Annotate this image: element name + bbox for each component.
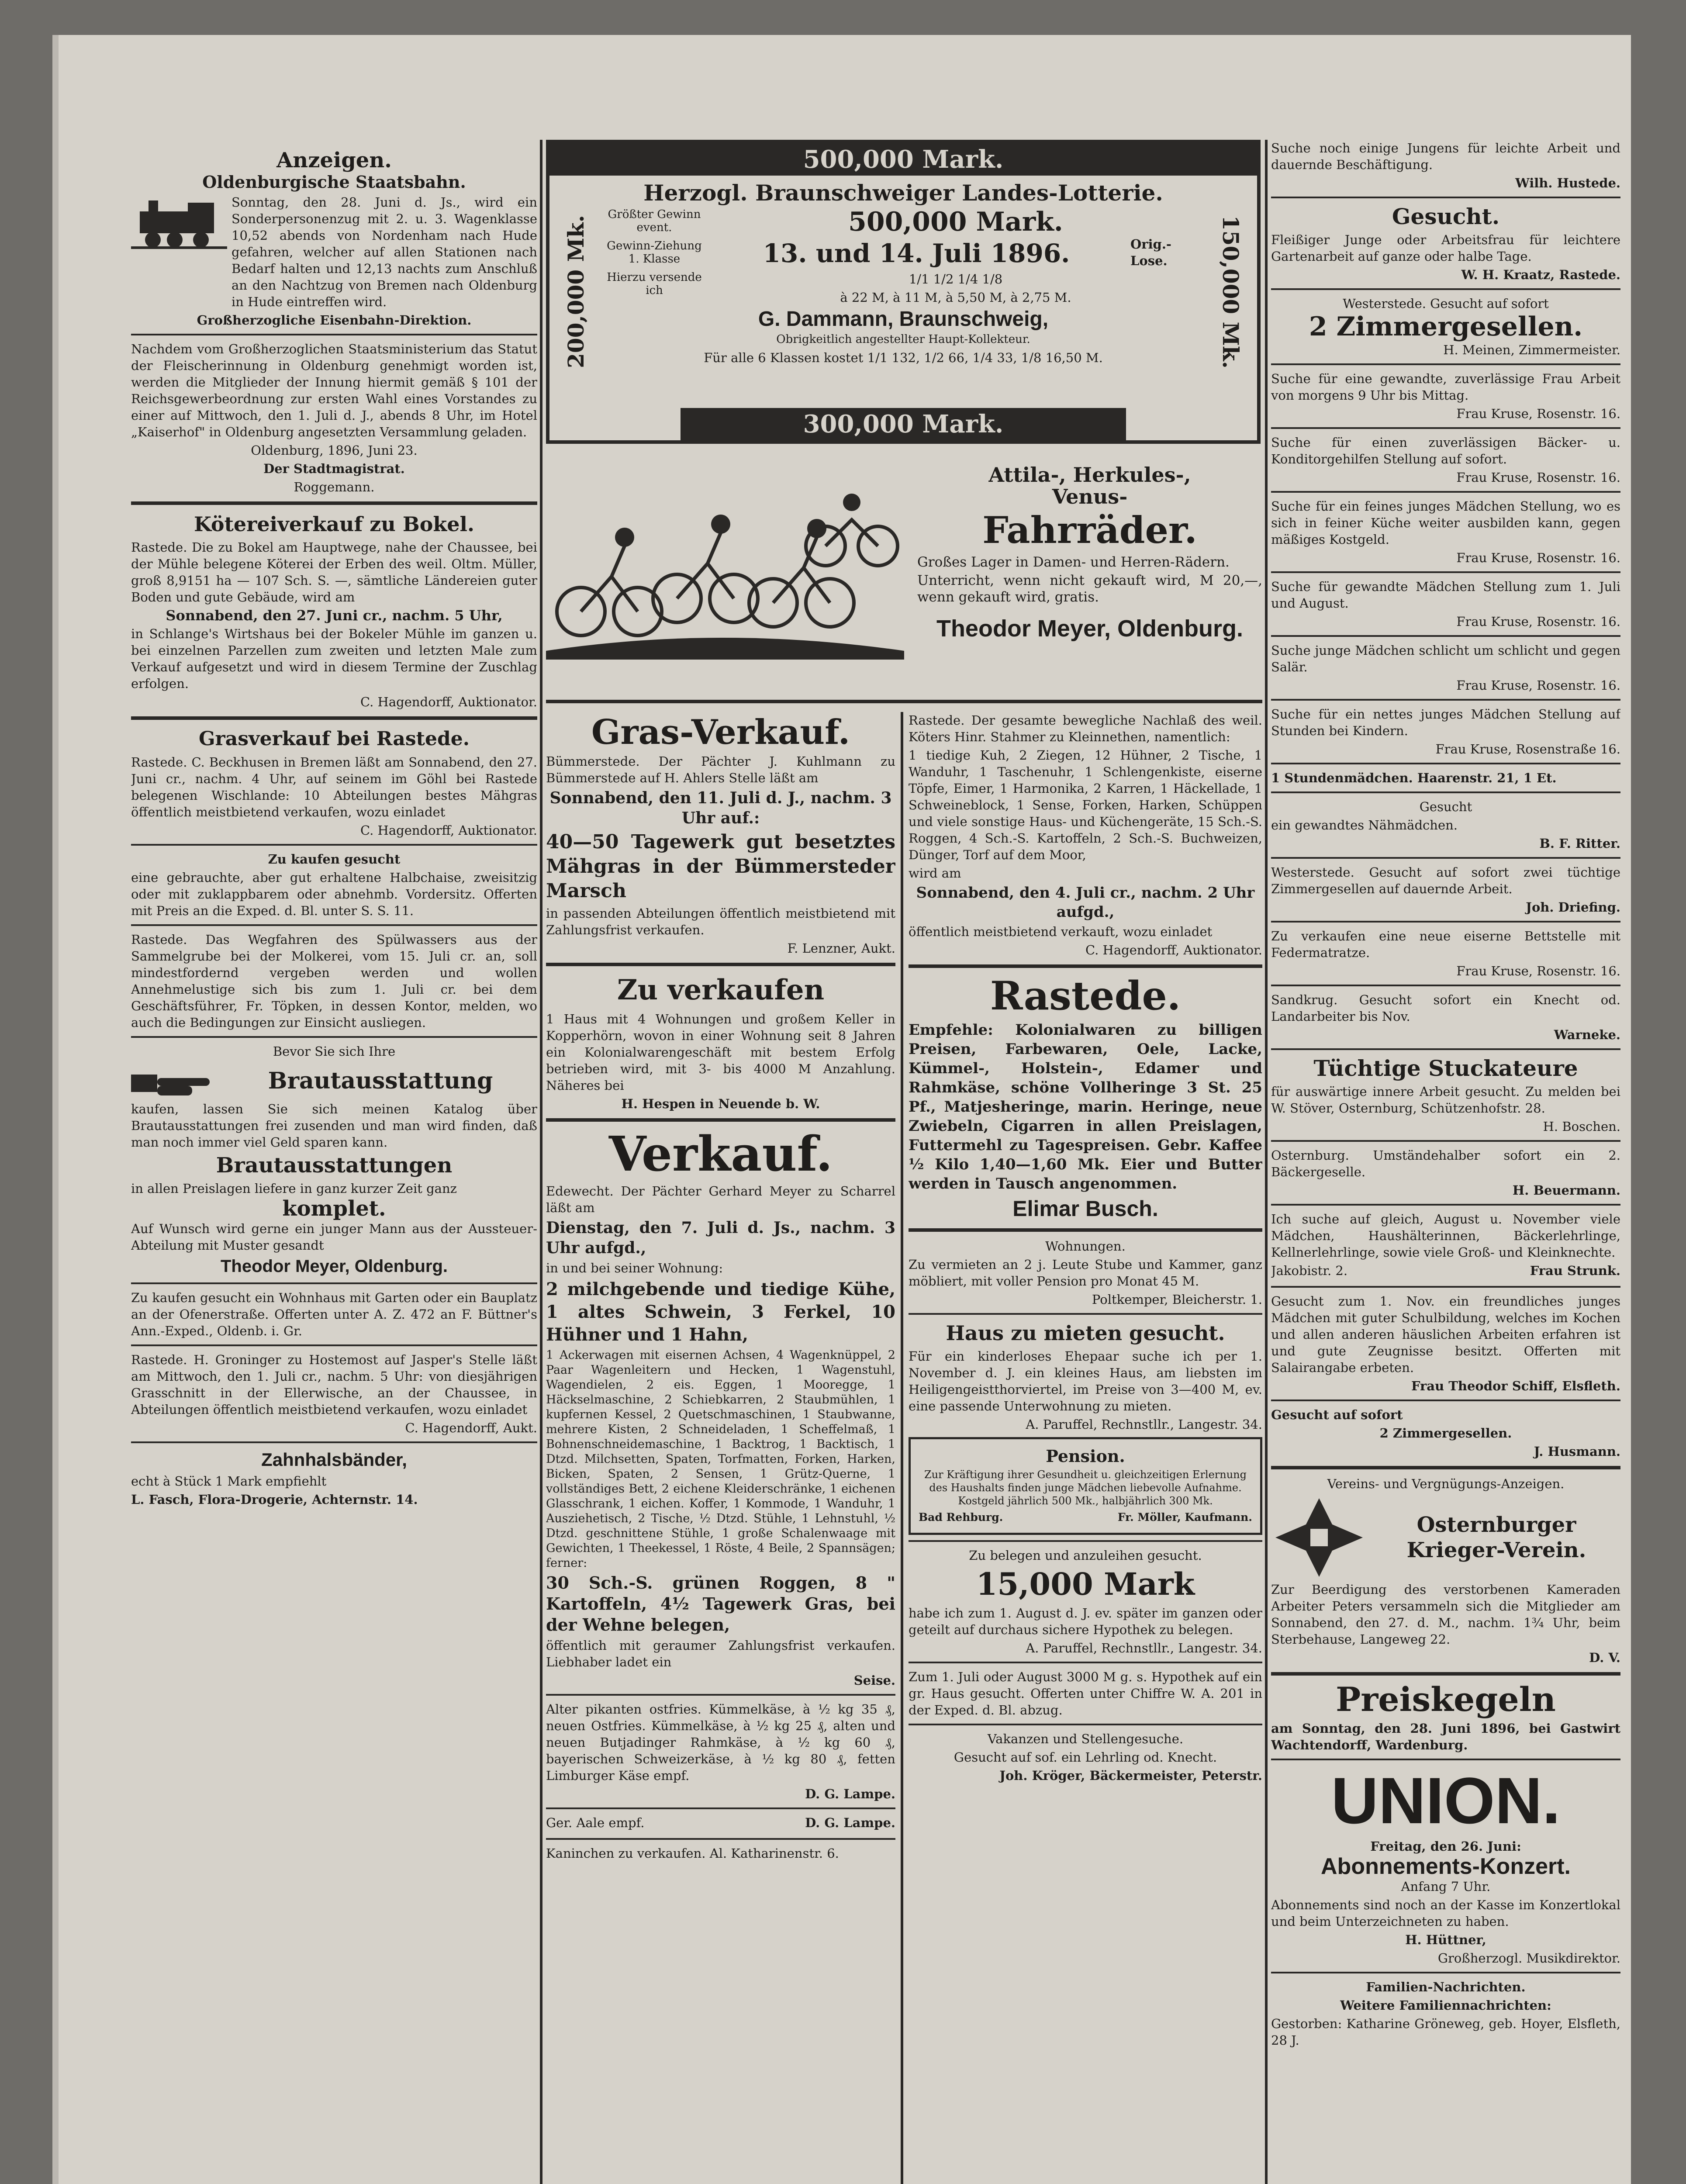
haus-sign: A. Paruffel, Rechnstllr., Langestr. 34. — [1026, 1417, 1262, 1432]
lottery-gewinn-label: Größter Gewinn event. — [608, 208, 701, 234]
divider — [1271, 985, 1620, 986]
lottery-orig-lose: Orig.-Lose. — [1130, 237, 1171, 268]
lottery-gewinn-row — [606, 208, 1200, 236]
verkauf-items: 2 milchgebende und tiedige Kühe, 1 altes Schwein, 3 Ferkel, 10 Hühner und 1 Hahn, — [546, 1279, 895, 1345]
lottery-top-band: 500,000 Mark. — [549, 143, 1257, 176]
kaufen-text: eine gebrauchte, aber gut erhaltene Halbchaise, zweisitzig oder mit zuklappbarem oder abnehmb. Vordersitz. Offerten mit Preis an die Exped. d. Bl. unter S. S. 11. — [131, 870, 537, 918]
divider — [1271, 427, 1620, 429]
rastede-text: Empfehle: Kolonialwaren zu billigen Preisen, Farbewaren, Oele, Lacke, Kümmel-, Holstein-, Edamer und Rahmkäse, schöne Vollheringe 3 St. 25 Pf., Matjesheringe, marin. Heringe, neue Zwiebeln, Cigarren in allen Preislagen, Futtermehl zu Tagespreisen. Gebr. Kaffee ½ Kilo 1,40—1,60 Mk. Eier und Butter werden in Tausch angenommen. — [909, 1021, 1262, 1192]
divider — [1271, 857, 1620, 859]
divider — [1271, 1972, 1620, 1973]
zuv-title: Zu verkaufen — [617, 974, 825, 1006]
bahn-title: Oldenburgische Staatsbahn. — [202, 172, 466, 192]
sand-sign: Warneke. — [1554, 1027, 1620, 1042]
lottery-fractions: 1/1 1/2 1/4 1/8 — [909, 272, 1003, 287]
ost-sign: H. Beuermann. — [1512, 1183, 1620, 1198]
verkauf-list: 1 Ackerwagen mit eisernen Achsen, 4 Wagenknüppel, 2 Paar Wagenleitern und Hecken, 1 Wagenstuhl, Wagendielen, 2 eis. Eggen, 1 Mooregge, 1 Häckselmaschine, 2 Schiebkarren, 2 Staubmühlen, 1 kupfernen Kessel, 2 Quetschmaschinen, 1 Staubwanne, mehrere Kisten, 2 Schneideladen, 1 Scheffelmaß, 1 Bohnenschneidemaschine, 1 Backtrog, 1 Backtisch, 1 Dtzd. Milchsetten, Spaten, Torfmatten, Forken, Harken, Bicken, Spaten, 2 Sensen, 1 Grütz-Querne, 1 vollständiges Bett, 2 eichene Kleiderschränke, 1 eichenen Glasschrank, 1 eichen. Koffer, 1 Kommode, 1 Wanduhr, 1 Ausziehetisch, 2 Tische, ½ Dtzd. Stühle, 1 Lehnstuhl, ½ Dtzd. geschnittene Stühle, 1 große Schalenwaage mit Gewichten, 1 Theekessel, 1 Röste, 4 Beile, 2 Spannsägen; ferner: — [546, 1348, 895, 1570]
zuv-text: 1 Haus mit 4 Wohnungen und großem Keller in Kopperhörn, wovon in einer Wohnung seit 8 Jahren ein Kolonialwarengeschäft mit bestem Erfolg betrieben wird, mit 3- bis 4000 M Anzahlung. Näheres bei — [546, 1012, 895, 1093]
sand-text: Sandkrug. Gesucht sofort ein Knecht od. Landarbeiter bis Nov. — [1271, 992, 1620, 1024]
divider — [1271, 288, 1620, 290]
divider — [1271, 1400, 1620, 1401]
bett-sign: Frau Kruse, Rosenstr. 16. — [1456, 964, 1620, 978]
braut2-sign: Theodor Meyer, Oldenburg. — [220, 1257, 448, 1276]
divider — [131, 501, 537, 505]
frau5-sign: Frau Kruse, Rosenstr. 16. — [1456, 678, 1620, 693]
gesucht-title: Gesucht. — [1392, 204, 1500, 229]
lottery-body — [606, 178, 1200, 368]
zimmer-pre: Westerstede. Gesucht auf sofort — [1343, 296, 1549, 311]
braut-title: Brautausstattung — [268, 1068, 493, 1094]
gesucht-text: Fleißiger Junge oder Arbeitsfrau für leichtere Gartenarbeit auf ganze oder halbe Tage. — [1271, 232, 1620, 264]
divider — [131, 1282, 537, 1284]
rastede-sign: Elimar Busch. — [1012, 1196, 1158, 1221]
lottery-title: Herzogl. Braunschweiger Landes-Lotterie. — [643, 180, 1163, 206]
column-3 — [1271, 140, 1620, 2050]
gras2-text: Bümmerstede. Der Pächter J. Kuhlmann zu Bümmerstede auf H. Ahlers Stelle läßt am — [546, 754, 895, 785]
nachl-text: Rastede. Der gesamte bewegliche Nachlaß des weil. Köters Hinr. Stahmer zu Kleinnethen, namentlich: — [909, 713, 1262, 744]
divider — [131, 716, 537, 720]
bahn-sign: Großherzogliche Eisenbahn-Direktion. — [197, 313, 472, 328]
krieger-sign: D. V. — [1589, 1650, 1620, 1665]
kegeln-text: am Sonntag, den 28. Juni 1896, bei Gastwirt Wachtendorff, Wardenburg. — [1271, 1721, 1620, 1752]
fleischer-text: Nachdem vom Großherzoglichen Staatsministerium das Statut der Fleischerinnung in Oldenburg genehmigt worden ist, werden die Mitglieder der Innung hiermit gemäß § 101 der Reichsgewerbeordnung zur ersten Wahl eines Vorstandes zu einer auf Mittwoch, den 1. Juli d. J., abends 8 Uhr, im Hotel „Kaiserhof" in Oldenburg angesetzten Versammlung geladen. — [131, 342, 537, 439]
frau6-text: Suche für ein nettes junges Mädchen Stellung auf Stunden bei Kindern. — [1271, 707, 1620, 738]
hyp-text: Zum 1. Juli oder August 3000 M g. s. Hypothek auf ein gr. Haus gesucht. Offerten unter Chiffre W. A. 201 in der Exped. d. Bl. abzug. — [909, 1669, 1262, 1717]
nachl-sign: C. Hagendorff, Auktionator. — [1085, 943, 1262, 957]
lottery-ad — [546, 140, 1261, 444]
stuck-sign: H. Boschen. — [1543, 1119, 1620, 1134]
braut2-big: komplet. — [282, 1196, 386, 1221]
verkauf-sign: Seise. — [853, 1673, 895, 1688]
strunk-text: Ich suche auf gleich, August u. November viele Mädchen, Haushälterinnen, Bäckerlehrlinge, Kellnerlehrlinge, sowie viele Groß- und Kleinknechte. — [1271, 1212, 1620, 1260]
divider — [1271, 1759, 1620, 1760]
gesucht-sign: W. H. Kraatz, Rastede. — [1461, 267, 1620, 282]
bike-text: Großes Lager in Damen- und Herren-Rädern. — [917, 554, 1230, 570]
column-rule-1 — [540, 140, 542, 2184]
lottery-ziehung-label: Gewinn-Ziehung 1. Klasse — [607, 239, 702, 266]
krieger-header — [1271, 1494, 1620, 1581]
krieger-title: Osternburger Krieger-Verein. — [1406, 1513, 1586, 1562]
zuv-sign: H. Hespen in Neuende b. W. — [621, 1096, 820, 1111]
union-title: UNION. — [1331, 1764, 1561, 1837]
column-2b — [909, 712, 1262, 1786]
divider — [909, 1724, 1262, 1725]
wohn2-title: Wohnungen. — [1045, 1239, 1126, 1254]
lottery-gewinn-amount: 500,000 Mark. — [848, 207, 1063, 237]
koeterei-sign: C. Hagendorff, Auktionator. — [360, 695, 537, 709]
zahn-title: Zahnhalsbänder, — [261, 1449, 407, 1470]
divider — [546, 1807, 895, 1809]
iron-cross-icon — [1271, 1494, 1367, 1581]
wohn-text: Zu kaufen gesucht ein Wohnhaus mit Garten oder ein Bauplatz an der Ofenerstraße. Offerten unter A. Z. 472 an F. Büttner's Ann.-Exped., Oldenb. i. Gr. — [131, 1290, 537, 1338]
mark-text: habe ich zum 1. August d. J. ev. später im ganzen oder geteilt auf durchaus sichere Hypothek zu belegen. — [909, 1606, 1262, 1637]
bike-title-2: Venus- — [1052, 485, 1128, 508]
lottery-versende: Hierzu versende ich — [607, 271, 702, 297]
divider — [909, 1228, 1262, 1232]
frau2-sign: Frau Kruse, Rosenstr. 16. — [1456, 470, 1620, 485]
schiff-sign: Frau Theodor Schiff, Elsfleth. — [1411, 1379, 1620, 1393]
verkauf-title: Verkauf. — [608, 1126, 833, 1182]
lottery-ziehung-date: 13. und 14. Juli 1896. — [763, 238, 1070, 268]
divider — [1271, 921, 1620, 923]
bahn-text: Sonntag, den 28. Juni d. Js., wird ein Sonderpersonenzug mit 2. u. 3. Wagenklasse 10,52 abends von Nordenham nach Hude gefahren, welcher auf allen Stationen nach Bedarf halten und 12,13 nachts zum Anschluß an den Nachtzug von Bremen nach Oldenburg in Hude eintreffen wird. — [231, 195, 537, 309]
divider — [131, 924, 537, 926]
west-text: Westerstede. Gesucht auf sofort zwei tüchtige Zimmergesellen auf dauernde Arbeit. — [1271, 865, 1620, 896]
naeh-sign: B. F. Ritter. — [1539, 836, 1620, 851]
divider — [1271, 1140, 1620, 1142]
frau4-sign: Frau Kruse, Rosenstr. 16. — [1456, 614, 1620, 629]
frau3-sign: Frau Kruse, Rosenstr. 16. — [1456, 550, 1620, 565]
zahn-text: echt à Stück 1 Mark empfiehlt — [131, 1474, 327, 1489]
braut2-text2: Auf Wunsch wird gerne ein junger Mann aus der Aussteuer-Abteilung mit Muster gesandt — [131, 1221, 537, 1253]
divider — [131, 844, 537, 846]
lottery-left-side: 200,000 Mk. — [563, 215, 589, 369]
union-text: Abonnements sind noch an der Kasse im Konzertlokal und beim Unterzeichneten zu haben. — [1271, 1897, 1620, 1929]
west-sign: Joh. Driefing. — [1526, 900, 1620, 915]
mark-sign: A. Paruffel, Rechnstllr., Langestr. 34. — [1026, 1641, 1262, 1655]
divider — [1271, 491, 1620, 493]
frau4-text: Suche für gewandte Mädchen Stellung zum 1. Juli und August. — [1271, 579, 1620, 611]
koeterei-title: Kötereiverkauf zu Bokel. — [193, 512, 475, 536]
lottery-prices: à 22 M, à 11 M, à 5,50 M, à 2,75 M. — [840, 290, 1071, 305]
wohn2-sign: Poltkemper, Bleicherstr. 1. — [1092, 1292, 1262, 1307]
aale-sign: D. G. Lampe. — [805, 1815, 895, 1830]
section-heading: Anzeigen. — [276, 149, 392, 173]
gras-sign: C. Hagendorff, Auktionator. — [360, 823, 537, 838]
divider — [546, 1694, 895, 1696]
union-sign2: Großherzogl. Musikdirektor. — [1437, 1951, 1620, 1966]
vak-title: Vakanzen und Stellengesuche. — [987, 1731, 1184, 1746]
spaet-text: Rastede. Das Wegfahren des Spülwassers aus der Sammelgrube bei der Molkerei, vom 15. Juli cr. an, soll mindestfordernd vergeben werden und wollen Annehmelustige sich bis zum 1. Juli cr. bei dem Geschäftsführer, Fr. Töpken, in dessen Kontor, melden, wo auch die Bedingungen zur Einsicht ausliegen. — [131, 932, 537, 1030]
fleischer-sign: Der Stadtmagistrat. — [263, 461, 405, 476]
gras-text: Rastede. C. Beckhusen in Bremen läßt am Sonnabend, den 27. Juni cr., nachm. 4 Uhr, auf seinem im Göhl bei Rastede belegenen Wischlande: 10 Abteilungen bestes Mähgras öffentlich meistbietend verkaufen, wozu einladet — [131, 755, 537, 819]
column-rule-3 — [901, 712, 903, 2184]
groen-text: Rastede. H. Groninger zu Hostemost auf Jasper's Stelle läßt am Mittwoch, den 1. Juli cr., nachm. 5 Uhr: von diesjährigen Grasschnitt in der Ellerwische, an der Chaussee, in Abteilungen öffentlich meistbietend verkaufen, wozu einladet — [131, 1352, 537, 1417]
ost-text: Osternburg. Umständehalber sofort ein 2. Bäckergeselle. — [1271, 1148, 1620, 1179]
lottery-ziehung-row — [606, 236, 1200, 271]
column-1 — [131, 149, 537, 1510]
divider — [546, 963, 895, 966]
verkauf-big2: 30 Sch.-S. grünen Roggen, 8 " Kartoffeln, 4½ Tagewerk Gras, bei der Wehne belegen, — [546, 1573, 895, 1635]
divider — [1271, 1048, 1620, 1050]
divider — [131, 1441, 537, 1443]
union-time: Anfang 7 Uhr. — [1401, 1879, 1491, 1894]
verein-head: Vereins- und Vergnügungs-Anzeigen. — [1327, 1476, 1565, 1491]
haus-text: Für ein kinderloses Ehepaar suche ich per 1. November d. J. ein kleines Haus, am liebsten im Heiligengeistthorviertel, im Preise von 3—400 M, ev. eine passende Unterwohnung zu mieten. — [909, 1349, 1262, 1413]
frau3-text: Suche für ein feines junges Mädchen Stellung, wo es sich in feiner Küche weiter ausbilden kann, gegen mäßiges Kostgeld. — [1271, 499, 1620, 547]
lottery-bottom-band: 300,000 Mark. — [681, 408, 1126, 440]
divider — [1271, 363, 1620, 365]
locomotive-icon — [131, 194, 227, 251]
schiff-text: Gesucht zum 1. Nov. ein freundliches junges Mädchen mit guter Schulbildung, welches im Kochen und allen anderen häuslichen Arbeiten erfahren ist und gute Zeugnisse besitzt. Offerten mit Salairangabe erbeten. — [1271, 1294, 1620, 1375]
gras2-date: Sonnabend, den 11. Juli d. J., nachm. 3 Uhr auf.: — [549, 789, 892, 827]
bike-sign: Theodor Meyer, Oldenburg. — [936, 615, 1244, 642]
nachl-list: 1 tiedige Kuh, 2 Ziegen, 12 Hühner, 2 Tische, 1 Wanduhr, 1 Taschenuhr, 1 Schlengenkiste, eiserne Töpfe, Eimer, 1 Harmonika, 2 Karren, 1 Häckellade, 1 Schweineblock, 1 Sense, Forken, Harken, Schüppen und viele sonstige Haus- und Küchengeräte, 15 Sch.-S. Roggen, 4 Sch.-S. Kartoffeln, 2 Sch.-S. Buchweizen, Dünger, Torf auf dem Moor, — [909, 748, 1262, 862]
koeterei-date: Sonnabend, den 27. Juni cr., nachm. 5 Uhr, — [166, 607, 503, 624]
verkauf-text: Edewecht. Der Pächter Gerhard Meyer zu Scharrel läßt am — [546, 1184, 895, 1215]
gras-title: Grasverkauf bei Rastede. — [198, 728, 470, 750]
stunden-text: 1 Stundenmädchen. Haarenstr. 21, 1 Et. — [1271, 771, 1557, 785]
divider — [1271, 571, 1620, 573]
krieger-text: Zur Beerdigung des verstorbenen Kameraden Arbeiter Peters versammeln sich die Mitglieder am Sonnabend, den 27. d. M., nachm. 1¾ Uhr, beim Sterbehause, Langeweg 22. — [1271, 1582, 1620, 1647]
c3-a1-sign: Wilh. Hustede. — [1515, 176, 1620, 190]
divider — [1271, 1204, 1620, 1206]
lottery-price-row — [606, 271, 1200, 308]
naeh-text: ein gewandtes Nähmädchen. — [1271, 818, 1458, 833]
kaninchen-text: Kaninchen zu verkaufen. Al. Katharinenstr. 6. — [546, 1846, 839, 1861]
lottery-right-side: 150,000 Mk. — [1218, 215, 1244, 369]
kegeln-title: Preiskegeln — [1336, 1680, 1556, 1719]
gras2-big: 40—50 Tagewerk gut besetztes Mähgras in der Bümmersteder Marsch — [546, 831, 895, 902]
braut2-title: Brautausstattungen — [216, 1153, 453, 1178]
fam-sub: Weitere Familiennachrichten: — [1340, 1998, 1551, 2013]
frau5-text: Suche junge Mädchen schlicht um schlicht und gegen Salär. — [1271, 643, 1620, 674]
zimmer-title: 2 Zimmergesellen. — [1309, 311, 1583, 342]
divider — [131, 1344, 537, 1346]
divider — [1271, 791, 1620, 793]
lottery-price-block — [711, 271, 1200, 308]
union-date: Freitag, den 26. Juni: — [1370, 1839, 1521, 1854]
frau6-sign: Frau Kruse, Rosenstraße 16. — [1435, 742, 1620, 757]
pointing-hand-icon — [131, 1061, 218, 1101]
fam-head: Familien-Nachrichten. — [1366, 1980, 1526, 1994]
divider — [1271, 699, 1620, 701]
divider — [1271, 1286, 1620, 1288]
naeh-pre: Gesucht — [1419, 799, 1472, 814]
pension-place: Bad Rehburg. — [919, 1511, 1003, 1524]
divider — [131, 334, 537, 335]
divider — [909, 1313, 1262, 1315]
strunk-addr: Jakobistr. 2. — [1271, 1263, 1348, 1278]
frau1-text: Suche für eine gewandte, zuverlässige Frau Arbeit von morgens 9 Uhr bis Mittag. — [1271, 371, 1620, 403]
kaufen-title: Zu kaufen gesucht — [268, 852, 401, 867]
union-sign: H. Hüttner, — [1405, 1932, 1486, 1947]
zimmer-sign: H. Meinen, Zimmermeister. — [1443, 342, 1620, 357]
gras2-sign: F. Lenzner, Aukt. — [787, 941, 895, 956]
strunk-row — [1271, 1262, 1620, 1281]
divider — [1271, 197, 1620, 198]
mark-pre: Zu belegen und anzuleihen gesucht. — [969, 1548, 1202, 1563]
nachl-text3: öffentlich meistbietend verkauft, wozu einladet — [909, 924, 1213, 939]
pension-title: Pension. — [1046, 1446, 1125, 1466]
vak-sign: Joh. Kröger, Bäckermeister, Peterstr. — [999, 1768, 1262, 1783]
lottery-dealer: G. Dammann, Braunschweig, — [758, 308, 1049, 331]
kaese-sign: D. G. Lampe. — [805, 1787, 895, 1801]
fam-text: Gestorben: Katharine Gröneweg, geb. Hoyer, Elsfleth, 28 J. — [1271, 2016, 1620, 2048]
bicycle-ad — [546, 450, 1262, 695]
cyclists-illustration — [546, 467, 904, 660]
haus-title: Haus zu mieten gesucht. — [946, 1321, 1225, 1345]
frau2-text: Suche für einen zuverlässigen Bäcker- u. Konditorgehilfen Stellung auf sofort. — [1271, 435, 1620, 467]
wohn2-text: Zu vermieten an 2 j. Leute Stube und Kammer, ganz möbliert, mit voller Pension pro Monat 45 M. — [909, 1257, 1262, 1289]
bike-text2: Unterricht, wenn nicht gekauft wird, M 20,—, wenn gekauft wird, gratis. — [917, 573, 1262, 605]
gras2-title: Gras-Verkauf. — [591, 712, 850, 752]
divider — [909, 964, 1262, 968]
hus-pre: Gesucht auf sofort — [1271, 1407, 1403, 1422]
pension-text: Zur Kräftigung ihrer Gesundheit u. gleichzeitigen Erlernung des Haushalts finden junge Mädchen liebevolle Aufnahme. Kostgeld jährlich 500 Mk., halbjährlich 300 Mk. — [924, 1469, 1247, 1507]
column-2a — [546, 712, 895, 1863]
divider — [1271, 1466, 1620, 1469]
braut-header — [131, 1061, 537, 1101]
lottery-dealer-sub: Obrigkeitlich angestellter Haupt-Kollekteur. — [776, 333, 1030, 346]
divider — [131, 1036, 537, 1038]
lottery-all-classes: Für alle 6 Klassen kostet 1/1 132, 1/2 66, 1/4 33, 1/8 16,50 M. — [704, 350, 1103, 365]
divider — [1271, 763, 1620, 764]
bicycle-text — [917, 463, 1262, 646]
pension-sign-row — [919, 1509, 1252, 1527]
aale-row — [546, 1814, 895, 1833]
hus-text: 2 Zimmergesellen. — [1379, 1426, 1512, 1441]
braut-pre: Bevor Sie sich Ihre — [273, 1044, 396, 1059]
bett-text: Zu verkaufen eine neue eiserne Bettstelle mit Federmatratze. — [1271, 929, 1620, 960]
verkauf-text3: öffentlich mit geraumer Zahlungsfrist verkaufen. Liebhaber ladet ein — [546, 1638, 895, 1669]
divider — [1271, 635, 1620, 637]
divider — [546, 700, 1262, 703]
divider — [546, 1118, 895, 1122]
braut2-text: in allen Preislagen liefere in ganz kurzer Zeit ganz — [131, 1181, 457, 1196]
vak-text: Gesucht auf sof. ein Lehrling od. Knecht. — [954, 1750, 1217, 1765]
stuck-title: Tüchtige Stuckateure — [1313, 1055, 1578, 1081]
verkauf-date: Dienstag, den 7. Juli d. Js., nachm. 3 Uhr aufgd., — [546, 1219, 895, 1257]
frau1-sign: Frau Kruse, Rosenstr. 16. — [1456, 406, 1620, 421]
column-rule-2 — [1265, 140, 1268, 2184]
bike-title-3: Fahrräder. — [982, 508, 1197, 552]
stuck-text: für auswärtige innere Arbeit gesucht. Zu melden bei W. Stöver, Osternburg, Schützenhofstr. 28. — [1271, 1084, 1620, 1116]
koeterei-text2: in Schlange's Wirtshaus bei der Bokeler Mühle im ganzen u. bei einzelnen Parzellen zum zweiten und letzten Male zum Verkauf aufgesetzt und wird in diesem Termine der Zuschlag erfolgen. — [131, 626, 537, 691]
hus-sign: J. Husmann. — [1534, 1444, 1620, 1459]
fleischer-date: Oldenburg, 1896, Juni 23. — [251, 443, 418, 458]
fleischer-name: Roggemann. — [294, 480, 375, 494]
divider — [1271, 1672, 1620, 1676]
divider — [546, 1838, 895, 1840]
nachl-date: Sonnabend, den 4. Juli cr., nachm. 2 Uhr aufgd., — [916, 884, 1255, 921]
braut-text: kaufen, lassen Sie sich meinen Katalog über Brautausstattungen frei zusenden und man wird finden, daß man noch immer viel Geld sparen kann. — [131, 1102, 537, 1150]
verkauf-text2: in und bei seiner Wohnung: — [546, 1261, 723, 1275]
union-big: Abonnements-Konzert. — [1321, 1854, 1571, 1879]
divider — [909, 1540, 1262, 1542]
bike-title-1: Attila-, Herkules-, — [988, 463, 1191, 487]
gras2-text2: in passenden Abteilungen öffentlich meistbietend mit Zahlungsfrist verkaufen. — [546, 906, 895, 937]
kaese-text: Alter pikanten ostfries. Kümmelkäse, à ½ kg 35 ₰, neuen Ostfries. Kümmelkäse, à ½ kg 25 ₰, alten und neuen Butjadinger Rahmkäse, à ½ kg 60 ₰, bayerischen Schweizerkäse, à ½ kg 80 ₰, fetten Limburger Käse empf. — [546, 1702, 895, 1783]
c3-a1: Suche noch einige Jungens für leichte Arbeit und dauernde Beschäftigung. — [1271, 141, 1620, 172]
nachl-text2: wird am — [909, 866, 961, 881]
rastede-title: Rastede. — [990, 973, 1181, 1019]
zahn-sign: L. Fasch, Flora-Drogerie, Achternstr. 14. — [131, 1492, 418, 1507]
bahn-ad — [131, 194, 537, 312]
aale-text: Ger. Aale empf. — [546, 1815, 645, 1830]
pension-sign: Fr. Möller, Kaufmann. — [1117, 1511, 1252, 1524]
strunk-sign: Frau Strunk. — [1530, 1263, 1620, 1278]
mark-big: 15,000 Mark — [976, 1566, 1195, 1602]
groen-sign: C. Hagendorff, Aukt. — [405, 1420, 537, 1435]
pension-box — [909, 1437, 1262, 1535]
koeterei-text: Rastede. Die zu Bokel am Hauptwege, nahe der Chaussee, bei der Mühle belegene Köterei der Erben des weil. Oltm. Müller, groß 8,9151 ha — 107 Sch. S. —, sämtliche Ländereien guter Boden und gute Gebäude, wird am — [131, 540, 537, 605]
divider — [909, 1662, 1262, 1663]
